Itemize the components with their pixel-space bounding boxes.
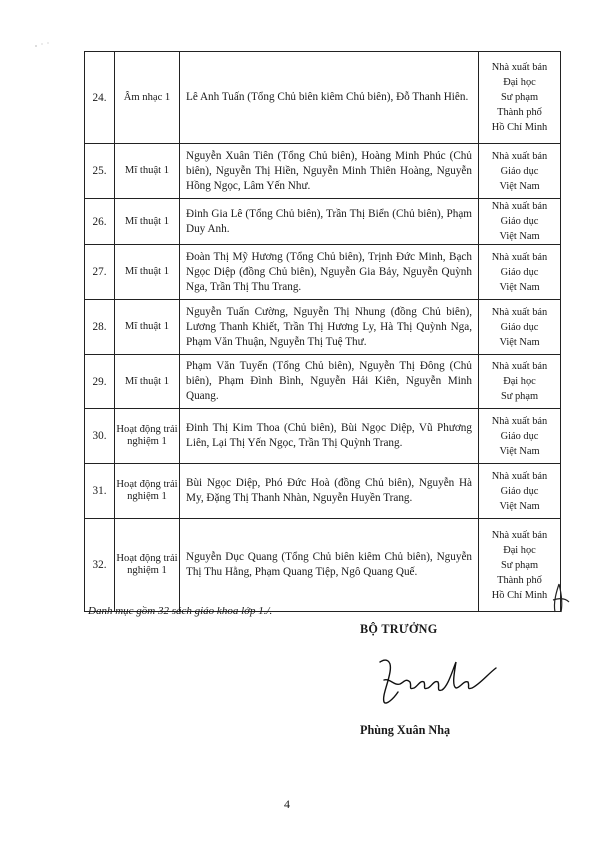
- table-row: [85, 464, 561, 519]
- publisher-line: Nhà xuất bản: [491, 150, 548, 162]
- authors-cell: Phạm Văn Tuyến (Tổng Chủ biên), Nguyễn Thị Đông (Chủ biên), Phạm Đình Bình, Nguyễn Hải Kiên, Nguyễn Minh Quang.: [180, 355, 479, 409]
- publisher-line: Sư phạm: [500, 391, 539, 402]
- publisher-line: Nhà xuất bản: [491, 62, 548, 73]
- publisher-line: Hồ Chí Minh: [491, 589, 548, 601]
- publisher-line: Nhà xuất bản: [491, 251, 548, 263]
- table-row: [85, 245, 561, 300]
- publisher-line: Giáo dục: [500, 321, 539, 333]
- publisher-line: Giáo dục: [500, 165, 539, 177]
- publisher-line: Thành phố: [497, 107, 542, 118]
- row-number: 26.: [85, 199, 115, 245]
- publisher-cell: [479, 199, 561, 245]
- table-row: [85, 144, 561, 199]
- publisher-line: Giáo dục: [500, 430, 539, 442]
- subject-cell: Mĩ thuật 1: [115, 245, 180, 300]
- publisher-line: Đại học: [503, 376, 536, 387]
- publisher-cell: [479, 355, 561, 409]
- publisher-cell: [479, 464, 561, 519]
- row-number: 31.: [85, 464, 115, 519]
- authors-cell: Lê Anh Tuấn (Tổng Chủ biên kiêm Chủ biên), Đỗ Thanh Hiên.: [180, 52, 479, 144]
- table-row: [85, 199, 561, 245]
- subject-cell: Hoạt động trải nghiệm 1: [115, 409, 180, 464]
- publisher-line: Nhà xuất bản: [491, 415, 548, 427]
- table-row: [85, 519, 561, 612]
- subject-cell: Hoạt động trải nghiệm 1: [115, 464, 180, 519]
- publisher-cell: [479, 144, 561, 199]
- page-number: 4: [284, 797, 290, 811]
- initial-mark: [549, 582, 571, 616]
- handwritten-signature: [372, 652, 512, 708]
- publisher-cell: [479, 300, 561, 355]
- row-number: 30.: [85, 409, 115, 464]
- minister-title: BỘ TRƯỞNG: [360, 622, 438, 636]
- authors-cell: Đinh Thị Kim Thoa (Chủ biên), Bùi Ngọc Diệp, Vũ Phương Liên, Lại Thị Yến Ngọc, Trần Thị Quỳnh Trang.: [180, 409, 479, 464]
- table-row: [85, 409, 561, 464]
- textbook-table-body: [85, 52, 561, 612]
- row-number: 28.: [85, 300, 115, 355]
- publisher-line: Việt Nam: [499, 336, 540, 348]
- authors-cell: Nguyễn Tuấn Cường, Nguyễn Thị Nhung (đồng Chủ biên), Lương Thanh Khiết, Trần Thị Hương Ly, Hà Thị Quỳnh Nga, Phạm Văn Thuận, Nguyễn Thị Tuệ Thư.: [180, 300, 479, 355]
- publisher-line: Đại học: [503, 77, 536, 88]
- publisher-cell: [479, 52, 561, 144]
- signer-name: Phùng Xuân Nhạ: [360, 723, 451, 737]
- authors-cell: Bùi Ngọc Diệp, Phó Đức Hoà (đồng Chủ biên), Nguyễn Hà My, Đặng Thị Thanh Nhàn, Nguyễn Huyền Trang.: [180, 464, 479, 519]
- publisher-cell: [479, 409, 561, 464]
- subject-cell: Âm nhạc 1: [115, 52, 180, 144]
- subject-cell: Mĩ thuật 1: [115, 300, 180, 355]
- publisher-line: Giáo dục: [500, 485, 539, 497]
- table-row: [85, 52, 561, 144]
- publisher-line: Sư phạm: [500, 92, 539, 103]
- publisher-line: Việt Nam: [499, 445, 540, 457]
- publisher-line: Nhà xuất bản: [491, 529, 548, 541]
- publisher-line: Việt Nam: [499, 180, 540, 192]
- publisher-line: Việt Nam: [499, 500, 540, 512]
- publisher-line: Đại học: [503, 544, 536, 556]
- publisher-cell: [479, 245, 561, 300]
- publisher-line: Hồ Chí Minh: [491, 122, 548, 133]
- row-number: 25.: [85, 144, 115, 199]
- publisher-line: Việt Nam: [499, 281, 540, 293]
- publisher-line: Nhà xuất bản: [491, 361, 548, 372]
- publisher-line: Thành phố: [497, 574, 542, 586]
- subject-cell: Mĩ thuật 1: [115, 355, 180, 409]
- subject-cell: Mĩ thuật 1: [115, 144, 180, 199]
- textbook-table: [84, 51, 561, 612]
- row-number: 27.: [85, 245, 115, 300]
- subject-cell: Mĩ thuật 1: [115, 199, 180, 245]
- publisher-line: Nhà xuất bản: [491, 201, 548, 212]
- footnote: Danh mục gồm 32 sách giáo khoa lớp 1./.: [88, 605, 273, 617]
- authors-cell: Đoàn Thị Mỹ Hương (Tổng Chủ biên), Trịnh Đức Minh, Bạch Ngọc Diệp (đồng Chủ biên), Nguyễn Gia Bảy, Nguyễn Quỳnh Nga, Trần Thị Thu Trang.: [180, 245, 479, 300]
- row-number: 29.: [85, 355, 115, 409]
- publisher-line: Việt Nam: [499, 231, 540, 242]
- publisher-line: Giáo dục: [500, 216, 539, 227]
- subject-cell: Hoạt động trải nghiệm 1: [115, 519, 180, 612]
- table-row: [85, 355, 561, 409]
- publisher-line: Giáo dục: [500, 266, 539, 278]
- publisher-line: Nhà xuất bản: [491, 306, 548, 318]
- authors-cell: Đinh Gia Lê (Tổng Chủ biên), Trần Thị Biển (Chủ biên), Phạm Duy Anh.: [180, 199, 479, 245]
- scan-speck: [34, 40, 54, 50]
- publisher-line: Nhà xuất bản: [491, 470, 548, 482]
- authors-cell: Nguyễn Dục Quang (Tổng Chủ biên kiêm Chủ biên), Nguyễn Thị Thu Hằng, Phạm Quang Tiệp, Ngô Quang Quế.: [180, 519, 479, 612]
- row-number: 24.: [85, 52, 115, 144]
- authors-cell: Nguyễn Xuân Tiên (Tổng Chủ biên), Hoàng Minh Phúc (Chủ biên), Nguyễn Thị Hiền, Nguyễn Minh Thiên Hoàng, Nguyễn Hồng Ngọc, Lâm Yến Như.: [180, 144, 479, 199]
- row-number: 32.: [85, 519, 115, 612]
- publisher-line: Sư phạm: [500, 559, 539, 571]
- table-row: [85, 300, 561, 355]
